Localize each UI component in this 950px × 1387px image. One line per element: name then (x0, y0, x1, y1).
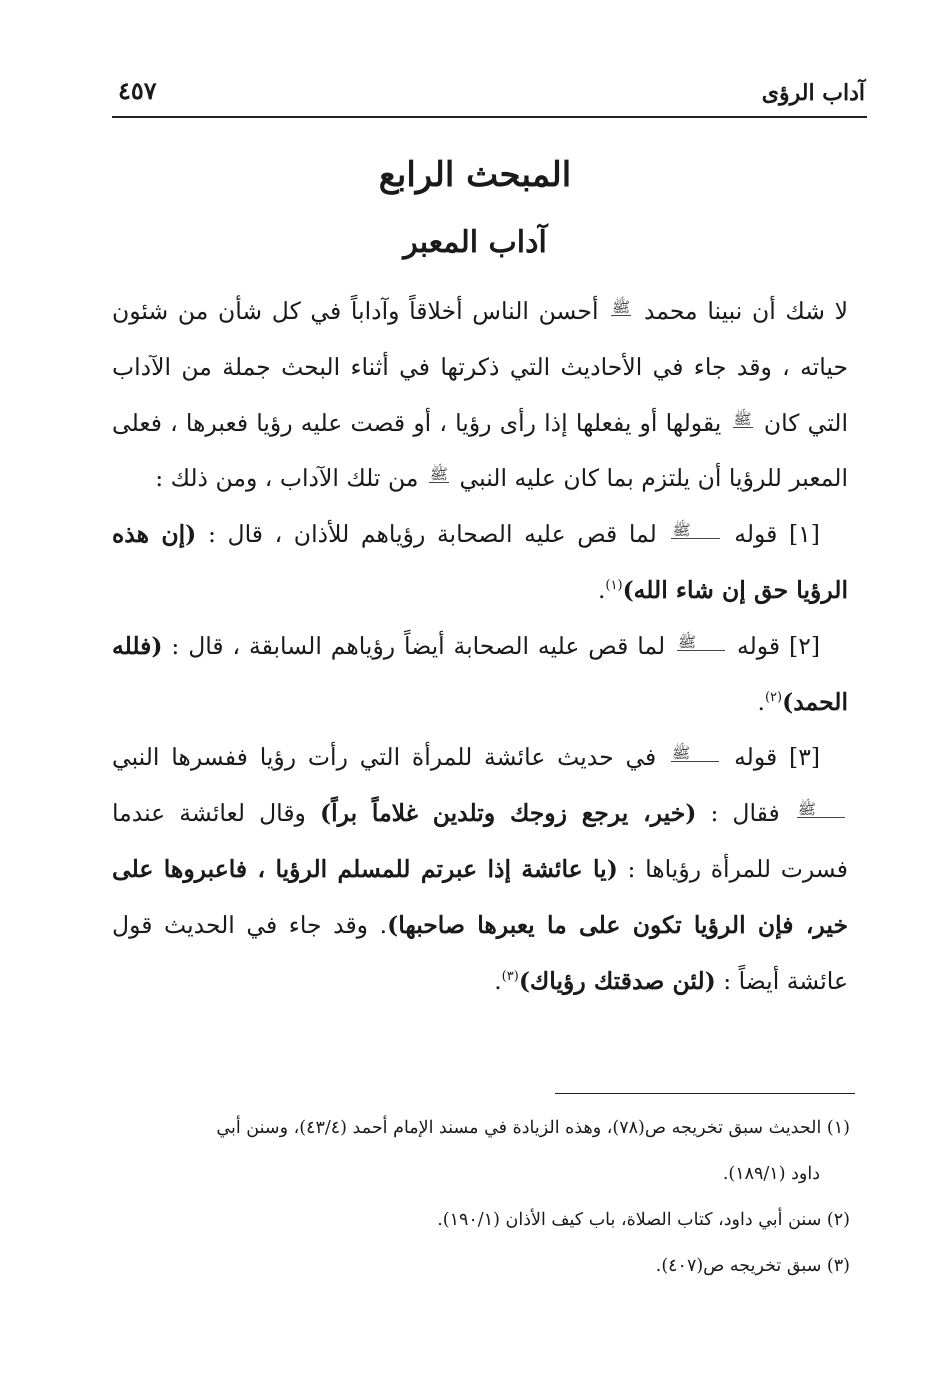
list-item (112, 730, 848, 1009)
item-text: لما قص عليه الصحابة أيضاً رؤياهم السابقة ، قال : (171, 631, 666, 660)
footnote-ref[interactable]: (٣) (501, 968, 519, 984)
footnote-3: (٣) سبق تخريجه ص(٤٠٧). (655, 1256, 850, 1276)
list-item (112, 619, 848, 731)
item-end: . (597, 575, 606, 604)
salawat-icon: ﷺ (671, 746, 719, 762)
hadith-quote: (فلله الحمد) (112, 631, 848, 716)
item-text: وقال لعائشة عندما فسرت للمرأة رؤياها : (112, 799, 848, 883)
intro-text: يقولها أو يفعلها إذا رأى رؤيا ، أو قصت عليه رؤيا فعبرها ، فعلى المعبر للرؤيا أن يلتزم بما كان عليه النبي (112, 408, 848, 493)
body-text (112, 284, 848, 1009)
salawat-icon: ﷺ (671, 523, 719, 539)
hadith-quote: (خير، يرجع زوجك وتلدين غلاماً براً) (319, 799, 697, 828)
running-header (112, 72, 867, 118)
salawat-icon: ﷺ (797, 802, 845, 818)
list-item (112, 507, 848, 619)
footnotes (108, 1105, 850, 1289)
salawat-icon: ﷺ (733, 409, 752, 428)
footnote-ref[interactable]: (٢) (764, 689, 783, 705)
intro-text: من تلك الآداب ، ومن ذلك : (155, 464, 419, 493)
item-text: في حديث عائشة للمرأة التي رأت رؤيا ففسرها النبي (112, 743, 657, 772)
item-prefix: [١] قوله (734, 520, 820, 549)
chapter-title: آداب المعبر (403, 225, 547, 260)
intro-text: أحسن الناس أخلاقاً وآداباً في كل شأن من شئون حياته ، وقد جاء في الأحاديث التي ذكرتها في أثناء البحث جملة من الآداب التي كان (112, 297, 848, 437)
footnote-2: (٢) سنن أبي داود، كتاب الصلاة، باب كيف الأذان (١٩٠/١). (437, 1210, 850, 1230)
footnote-1-continued: داود (١٨٩/١). (722, 1164, 820, 1184)
item-text: . وقد جاء في الحديث قول عائشة أيضاً : (112, 910, 848, 995)
item-prefix: [٣] قوله (734, 743, 820, 772)
page-number: ٤٥٧ (118, 76, 157, 105)
intro-text: لا شك أن نبينا محمد (643, 297, 848, 325)
item-end: . (757, 687, 765, 716)
salawat-icon: ﷺ (677, 635, 725, 651)
hadith-quote: (يا عائشة إذا عبرتم للمسلم الرؤيا ، فاعبروها على خير، فإن الرؤيا تكون على ما يعبرها صاحبها) (112, 854, 848, 939)
salawat-icon: ﷺ (612, 298, 631, 316)
hadith-quote: (إن هذه الرؤيا حق إن شاء الله) (112, 520, 848, 604)
footnote-ref[interactable]: (١) (605, 578, 623, 594)
item-text: لما قص عليه الصحابة رؤياهم للأذان ، قال : (207, 520, 657, 549)
footnote-1: (١) الحديث سبق تخريجه ص(٧٨)، وهذه الزيادة في مسند الإمام أحمد (٤٣/٤)، وسنن أبي (216, 1118, 850, 1138)
intro-paragraph (112, 284, 848, 507)
running-title: آداب الرؤى (761, 80, 865, 106)
item-text: فقال : (710, 799, 780, 828)
item-prefix: [٢] قوله (737, 631, 820, 660)
salawat-icon: ﷺ (429, 465, 449, 484)
section-title: المبحث الرابع (378, 155, 572, 195)
item-end: . (494, 966, 502, 995)
footnote-divider (555, 1093, 855, 1094)
hadith-quote: (لئن صدقتك رؤياك) (518, 966, 716, 995)
